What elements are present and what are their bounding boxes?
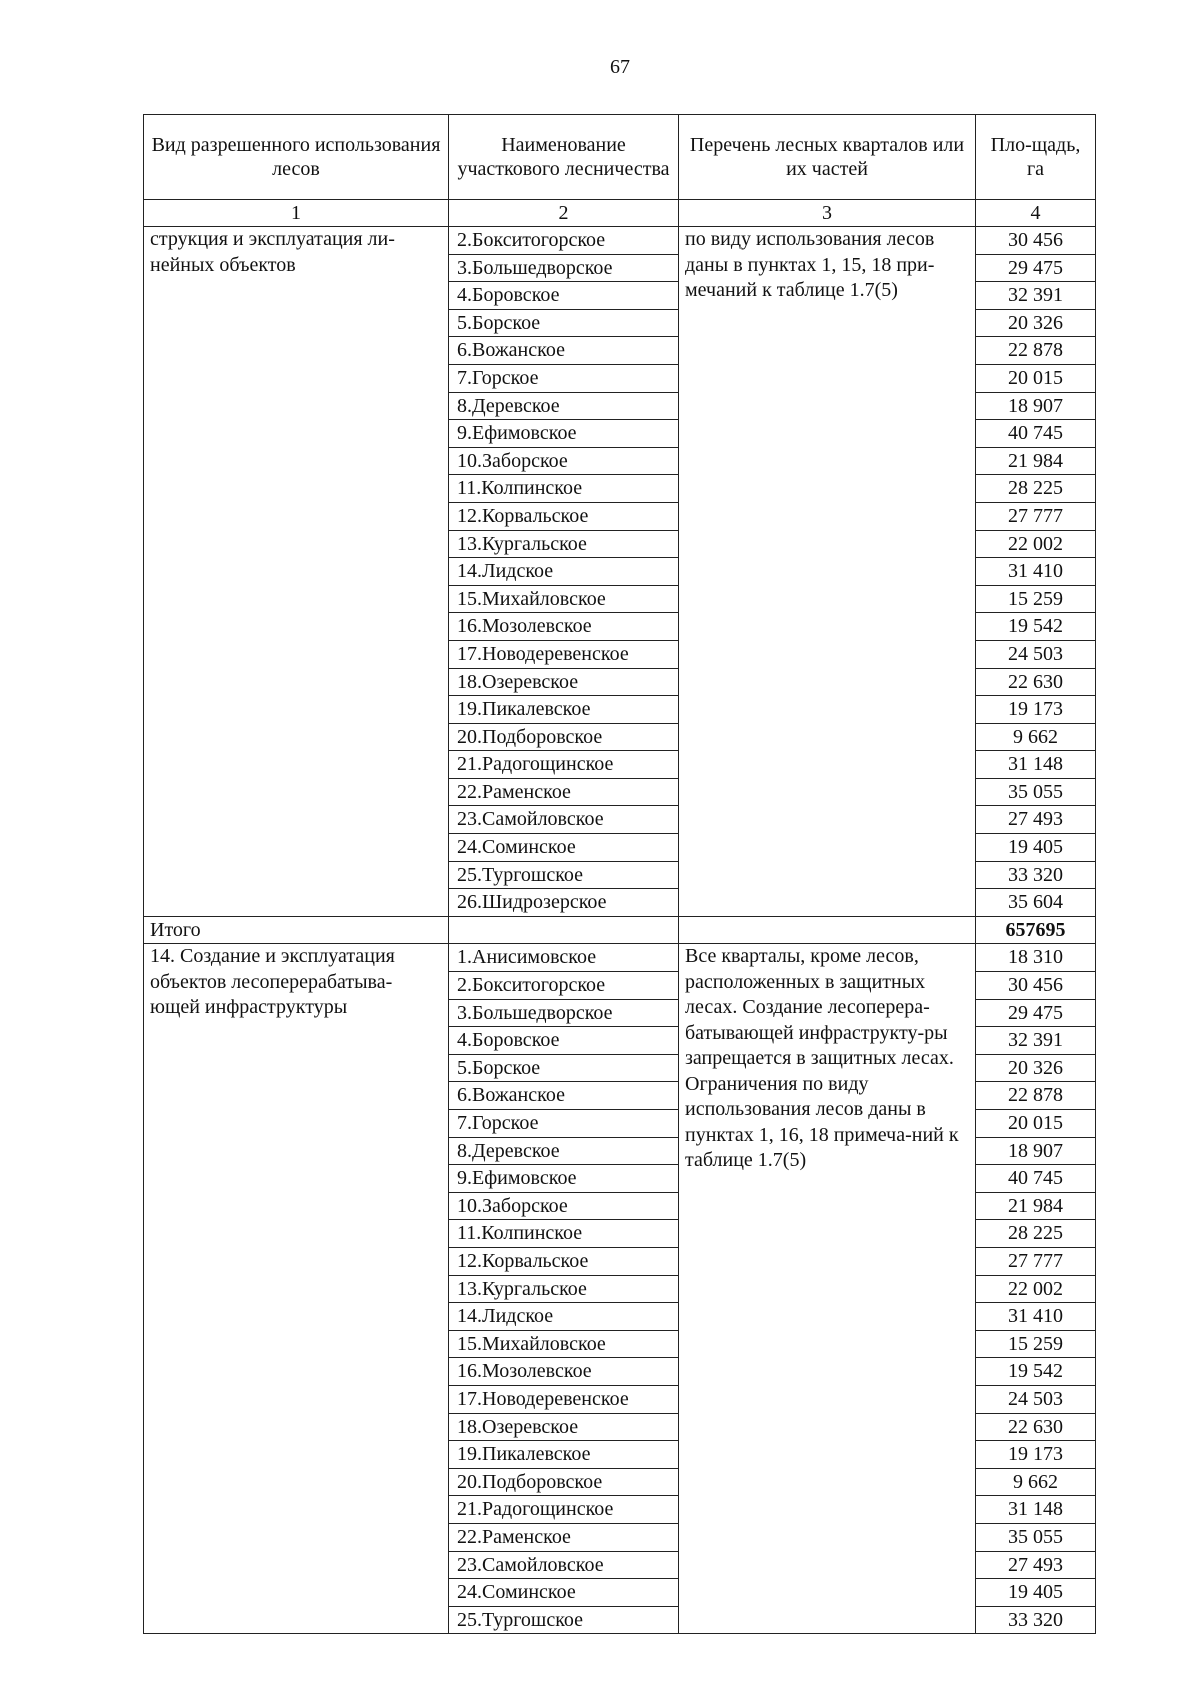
area-value: 9 662 [976,723,1096,751]
area-value: 22 878 [976,1082,1096,1110]
area-value: 22 630 [976,668,1096,696]
area-value: 29 475 [976,254,1096,282]
linear-objects-quarters-description: по виду использования лесов даны в пунктах 1, 15, 18 при-мечаний к таблице 1.7(5) [679,227,976,917]
area-value: 28 225 [976,475,1096,503]
area-value: 40 745 [976,1165,1096,1193]
area-value: 19 405 [976,834,1096,862]
forestry-name: 25.Тургошское [449,861,679,889]
area-value: 22 878 [976,337,1096,365]
header-forestry-name: Наименование участкового лесничества [449,115,679,200]
forestry-name: 9.Ефимовское [449,420,679,448]
area-value: 19 542 [976,1358,1096,1386]
area-value: 29 475 [976,999,1096,1027]
forestry-name: 3.Большедворское [449,999,679,1027]
area-value: 28 225 [976,1220,1096,1248]
forestry-name: 19.Пикалевское [449,696,679,724]
forestry-name: 14.Лидское [449,1303,679,1331]
forestry-name: 8.Деревское [449,392,679,420]
header-area: Пло-щадь, га [976,115,1096,200]
area-value: 19 173 [976,696,1096,724]
area-value: 27 493 [976,806,1096,834]
forestry-name: 8.Деревское [449,1137,679,1165]
area-value: 20 326 [976,309,1096,337]
forest-usage-table [143,114,1096,1634]
area-value: 31 148 [976,1496,1096,1524]
forestry-name: 6.Вожанское [449,337,679,365]
area-value: 33 320 [976,1606,1096,1634]
column-number: 2 [449,200,679,227]
area-value: 18 310 [976,944,1096,972]
wood-processing-quarters-description: Все кварталы, кроме лесов, расположенных в защитных лесах. Создание лесоперера-батывающей инфраструкту-ры запрещается в защитных лесах. Ограничения по виду использования лесов даны в пунктах 1, 16, 18 примеча-ний к таблице 1.7(5) [679,944,976,1634]
total-row [144,916,1096,944]
area-value: 24 503 [976,640,1096,668]
column-number-row [144,200,1096,227]
table-row [144,227,1096,255]
total-label: Итого [144,916,449,944]
empty-cell [679,916,976,944]
area-value: 19 173 [976,1441,1096,1469]
area-value: 24 503 [976,1385,1096,1413]
forestry-name: 20.Подборовское [449,723,679,751]
area-value: 31 410 [976,1303,1096,1331]
area-value: 15 259 [976,1330,1096,1358]
area-value: 30 456 [976,972,1096,1000]
column-number: 1 [144,200,449,227]
area-value: 22 002 [976,1275,1096,1303]
forestry-name: 7.Горское [449,364,679,392]
forestry-name: 23.Самойловское [449,806,679,834]
forestry-name: 5.Борское [449,1054,679,1082]
forestry-name: 4.Боровское [449,1027,679,1055]
forestry-name: 21.Радогощинское [449,751,679,779]
forestry-name: 15.Михайловское [449,1330,679,1358]
forestry-name: 3.Большедворское [449,254,679,282]
area-value: 19 405 [976,1579,1096,1607]
forestry-name: 7.Горское [449,1110,679,1138]
forestry-name: 18.Озеревское [449,1413,679,1441]
area-value: 30 456 [976,227,1096,255]
forestry-name: 10.Заборское [449,447,679,475]
empty-cell [449,916,679,944]
forestry-name: 14.Лидское [449,558,679,586]
forestry-name: 11.Колпинское [449,475,679,503]
forestry-name: 22.Раменское [449,778,679,806]
forestry-name: 13.Кургальское [449,530,679,558]
header-usage-type: Вид разрешенного использования лесов [144,115,449,200]
forestry-name: 20.Подборовское [449,1468,679,1496]
area-value: 22 630 [976,1413,1096,1441]
area-value: 27 777 [976,1247,1096,1275]
area-value: 33 320 [976,861,1096,889]
forestry-name: 26.Шидрозерское [449,889,679,917]
area-value: 31 410 [976,558,1096,586]
forestry-name: 4.Боровское [449,282,679,310]
table-body [144,227,1096,1634]
forestry-name: 1.Анисимовское [449,944,679,972]
area-value: 31 148 [976,751,1096,779]
area-value: 20 015 [976,1110,1096,1138]
forestry-name: 2.Бокситогорское [449,972,679,1000]
area-value: 20 326 [976,1054,1096,1082]
forestry-name: 5.Борское [449,309,679,337]
area-value: 32 391 [976,282,1096,310]
table-header-row [144,115,1096,200]
area-value: 27 777 [976,502,1096,530]
area-value: 15 259 [976,585,1096,613]
area-value: 35 055 [976,1523,1096,1551]
area-value: 40 745 [976,420,1096,448]
area-value: 35 604 [976,889,1096,917]
forestry-name: 24.Соминское [449,1579,679,1607]
forestry-name: 17.Новодеревенское [449,1385,679,1413]
area-value: 18 907 [976,392,1096,420]
wood-processing-usage-type: 14. Создание и эксплуатация объектов лесоперерабатыва-ющей инфраструктуры [144,944,449,1634]
area-value: 35 055 [976,778,1096,806]
forestry-name: 2.Бокситогорское [449,227,679,255]
forestry-name: 17.Новодеревенское [449,640,679,668]
document-body [143,114,1096,1634]
linear-objects-usage-type: струкция и эксплуатация ли-нейных объектов [144,227,449,917]
forestry-name: 15.Михайловское [449,585,679,613]
total-value: 657695 [976,916,1096,944]
area-value: 9 662 [976,1468,1096,1496]
page-number: 67 [610,56,630,78]
column-number: 4 [976,200,1096,227]
forestry-name: 11.Колпинское [449,1220,679,1248]
forestry-name: 19.Пикалевское [449,1441,679,1469]
forestry-name: 9.Ефимовское [449,1165,679,1193]
area-value: 32 391 [976,1027,1096,1055]
forestry-name: 6.Вожанское [449,1082,679,1110]
forestry-name: 16.Мозолевское [449,613,679,641]
forestry-name: 18.Озеревское [449,668,679,696]
area-value: 19 542 [976,613,1096,641]
forestry-name: 10.Заборское [449,1192,679,1220]
header-quarters-list: Перечень лесных кварталов или их частей [679,115,976,200]
forestry-name: 21.Радогощинское [449,1496,679,1524]
forestry-name: 12.Корвальское [449,1247,679,1275]
forestry-name: 22.Раменское [449,1523,679,1551]
area-value: 21 984 [976,447,1096,475]
forestry-name: 12.Корвальское [449,502,679,530]
table-row [144,944,1096,972]
forestry-name: 16.Мозолевское [449,1358,679,1386]
area-value: 21 984 [976,1192,1096,1220]
area-value: 22 002 [976,530,1096,558]
area-value: 20 015 [976,364,1096,392]
area-value: 18 907 [976,1137,1096,1165]
forestry-name: 25.Тургошское [449,1606,679,1634]
area-value: 27 493 [976,1551,1096,1579]
forestry-name: 23.Самойловское [449,1551,679,1579]
column-number: 3 [679,200,976,227]
forestry-name: 24.Соминское [449,834,679,862]
forestry-name: 13.Кургальское [449,1275,679,1303]
